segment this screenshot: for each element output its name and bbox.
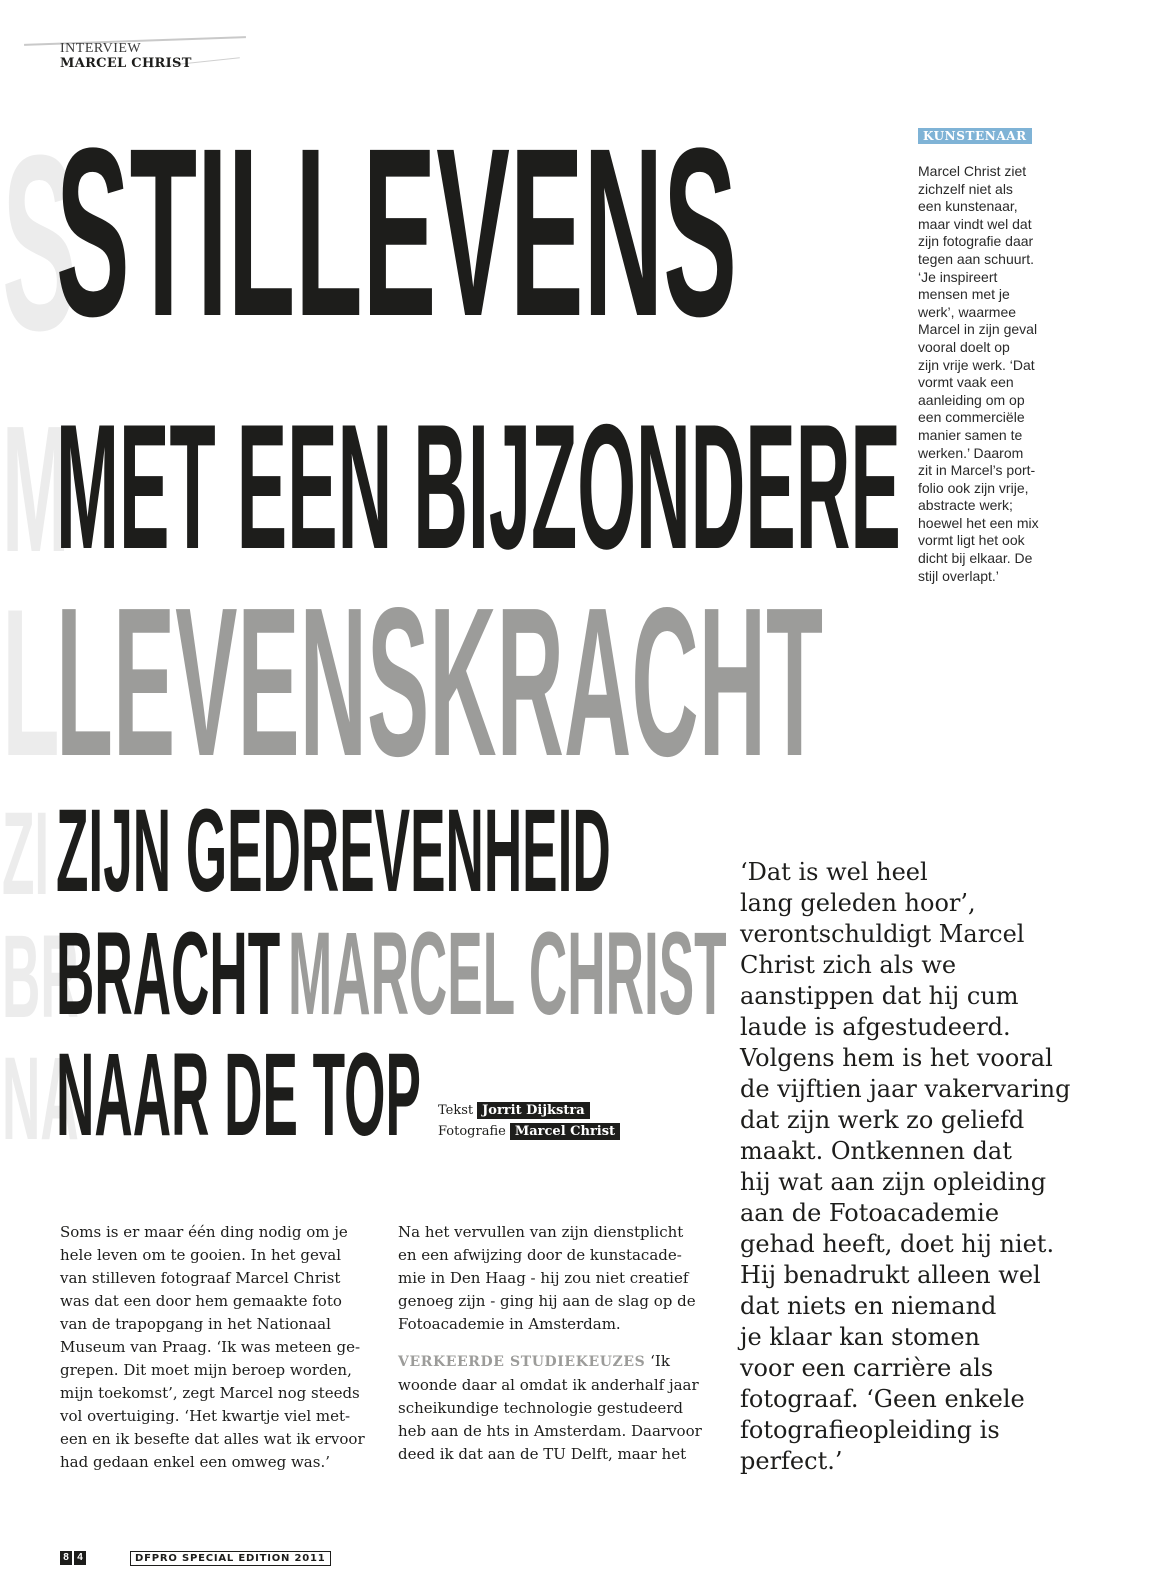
quote-line: je klaar kan stomen (740, 1323, 980, 1351)
quote-line: dat niets en niemand (740, 1292, 997, 1320)
headline-line: STILLEVENS (56, 98, 737, 366)
sidebar-line: werk’, waarmee (918, 303, 1017, 320)
body-line: had gedaan enkel een omweg was.’ (60, 1453, 330, 1471)
quote-line: hij wat aan zijn opleiding (740, 1168, 1047, 1196)
sidebar-line: ‘Je inspireert (918, 268, 998, 285)
subheadline-line: ZIJN GEDREVENHEID (56, 785, 611, 917)
quote-line: perfect.’ (740, 1447, 843, 1475)
body-line: mie in Den Haag - hij zou niet creatief (398, 1269, 689, 1287)
headline-line: LEVENSKRACHT (56, 563, 824, 800)
section-lead-in: VERKEERDE STUDIEKEUZES (398, 1354, 646, 1370)
quote-line: voor een carrière als (740, 1354, 994, 1382)
credit-photo (438, 1124, 620, 1139)
page-digit: 8 (60, 1551, 72, 1565)
body-line: mijn toekomst’, zegt Marcel nog steeds (60, 1384, 360, 1402)
sidebar-line: vormt vaak een (918, 374, 1014, 391)
sidebar-line: een kunstenaar, (918, 198, 1018, 215)
sidebar-tag: KUNSTENAAR (918, 128, 1032, 144)
quote-line: Christ zich als we (740, 951, 957, 979)
ghost-letter: BR (2, 911, 79, 1043)
subheadline-line: NAAR DE TOP (56, 1029, 421, 1161)
lead-in-rest: ‘Ik (645, 1352, 670, 1370)
body-line: Museum van Praag. ‘Ik was meteen ge- (60, 1338, 361, 1356)
sidebar-line: vooral doelt op (918, 338, 1010, 355)
sidebar-line: zijn vrije werk. ‘Dat (918, 356, 1035, 373)
credit-label: Tekst (438, 1103, 474, 1118)
quote-line: dat zijn werk zo geliefd (740, 1106, 1025, 1134)
body-line: genoeg zijn - ging hij aan de slag op de (398, 1292, 696, 1310)
body-line: van stilleven fotograaf Marcel Christ (60, 1269, 341, 1287)
edition-label: DFPRO SPECIAL EDITION 2011 (130, 1551, 331, 1566)
body-line: scheikundige technologie gestudeerd (398, 1399, 684, 1417)
quote-line: gehad heeft, doet hij niet. (740, 1230, 1055, 1258)
sidebar-text (918, 163, 1060, 585)
body-line: Fotoacademie in Amsterdam. (398, 1315, 621, 1333)
sidebar-line: zit in Marcel’s port- (918, 462, 1036, 479)
body-line: van de trapopgang in het Nationaal (60, 1315, 331, 1333)
body-line: vol overtuiging. ‘Het kwartje viel met- (60, 1407, 351, 1425)
section-label: INTERVIEW (60, 41, 142, 56)
body-line: grepen. Dit moet mijn beroep worden, (60, 1361, 352, 1379)
author-name: Jorrit Dijkstra (477, 1102, 590, 1119)
quote-line: fotograaf. ‘Geen enkele (740, 1385, 1025, 1413)
photographer-name: Marcel Christ (510, 1123, 620, 1140)
quote-line: aanstippen dat hij cum (740, 982, 1019, 1010)
sidebar-line: mensen met je (918, 286, 1010, 303)
quote-line: aan de Fotoacademie (740, 1199, 1000, 1227)
sidebar-line: zijn fotografie daar (918, 233, 1034, 250)
quote-line: ‘Dat is wel heel (740, 858, 928, 886)
quote-line: de vijftien jaar vakervaring (740, 1075, 1071, 1103)
sidebar-line: vormt ligt het ook (918, 532, 1025, 549)
sidebar-line: folio ook zijn vrije, (918, 479, 1029, 496)
pull-quote (740, 857, 1140, 1477)
body-line: Soms is er maar één ding nodig om je (60, 1223, 348, 1241)
credit-label: Fotografie (438, 1124, 506, 1139)
sidebar-line: hoewel het een mix (918, 514, 1039, 531)
quote-line: maakt. Ontkennen dat (740, 1137, 1012, 1165)
sidebar-line: zichzelf niet als (918, 180, 1013, 197)
sidebar-line: een commerciële (918, 409, 1025, 426)
ghost-letter: S (2, 103, 78, 382)
body-line: deed ik dat aan de TU Delft, maar het (398, 1445, 687, 1463)
page-digit: 4 (74, 1551, 86, 1565)
sidebar-line: Marcel Christ ziet (918, 163, 1027, 179)
body-line: heb aan de hts in Amsterdam. Daarvoor (398, 1422, 702, 1440)
subject-name: MARCEL CHRIST (60, 56, 192, 71)
quote-line: lang geleden hoor’, (740, 889, 976, 917)
quote-line: fotografieopleiding is (740, 1416, 1000, 1444)
page-number (60, 1551, 86, 1565)
headline-line: MET EEN BIJZONDERE (56, 387, 901, 586)
sidebar-line: aanleiding om op (918, 391, 1025, 408)
ghost-letter: M (2, 389, 70, 590)
body-line: en een afwijzing door de kunstacade- (398, 1246, 682, 1264)
credit-text (438, 1103, 590, 1118)
ghost-letter: NA (2, 1033, 79, 1165)
sidebar-line: werken.’ Daarom (918, 444, 1024, 461)
sidebar-line: dicht bij elkaar. De (918, 550, 1033, 567)
body-line: was dat een door hem gemaakte foto (60, 1292, 342, 1310)
body-line (398, 1350, 710, 1374)
sidebar-line: manier samen te (918, 426, 1023, 443)
sidebar-line: tegen aan schuurt. (918, 250, 1034, 267)
quote-line: laude is afgestudeerd. (740, 1013, 1011, 1041)
sidebar-line: stijl overlapt.’ (918, 567, 999, 584)
body-line: hele leven om te gooien. In het geval (60, 1246, 342, 1264)
quote-line: Volgens hem is het vooral (740, 1044, 1053, 1072)
sidebar-line: maar vindt wel dat (918, 215, 1032, 232)
sidebar-line: abstracte werk; (918, 497, 1013, 514)
quote-line: verontschuldigt Marcel (740, 920, 1025, 948)
body-column-2 (398, 1221, 710, 1466)
body-line: een en ik besefte dat alles wat ik ervoor (60, 1430, 365, 1448)
body-line: woonde daar al omdat ik anderhalf jaar (398, 1376, 699, 1394)
quote-line: Hij benadrukt alleen wel (740, 1261, 1041, 1289)
ghost-letter: ZI (2, 788, 50, 920)
body-line: Na het vervullen van zijn dienstplicht (398, 1223, 684, 1241)
body-column-1 (60, 1221, 378, 1474)
subheadline-highlight: MARCEL CHRIST (288, 908, 727, 1040)
ghost-letter: L (2, 565, 60, 800)
sidebar-line: Marcel in zijn geval (918, 321, 1038, 338)
subheadline-line: BRACHT (56, 908, 281, 1040)
